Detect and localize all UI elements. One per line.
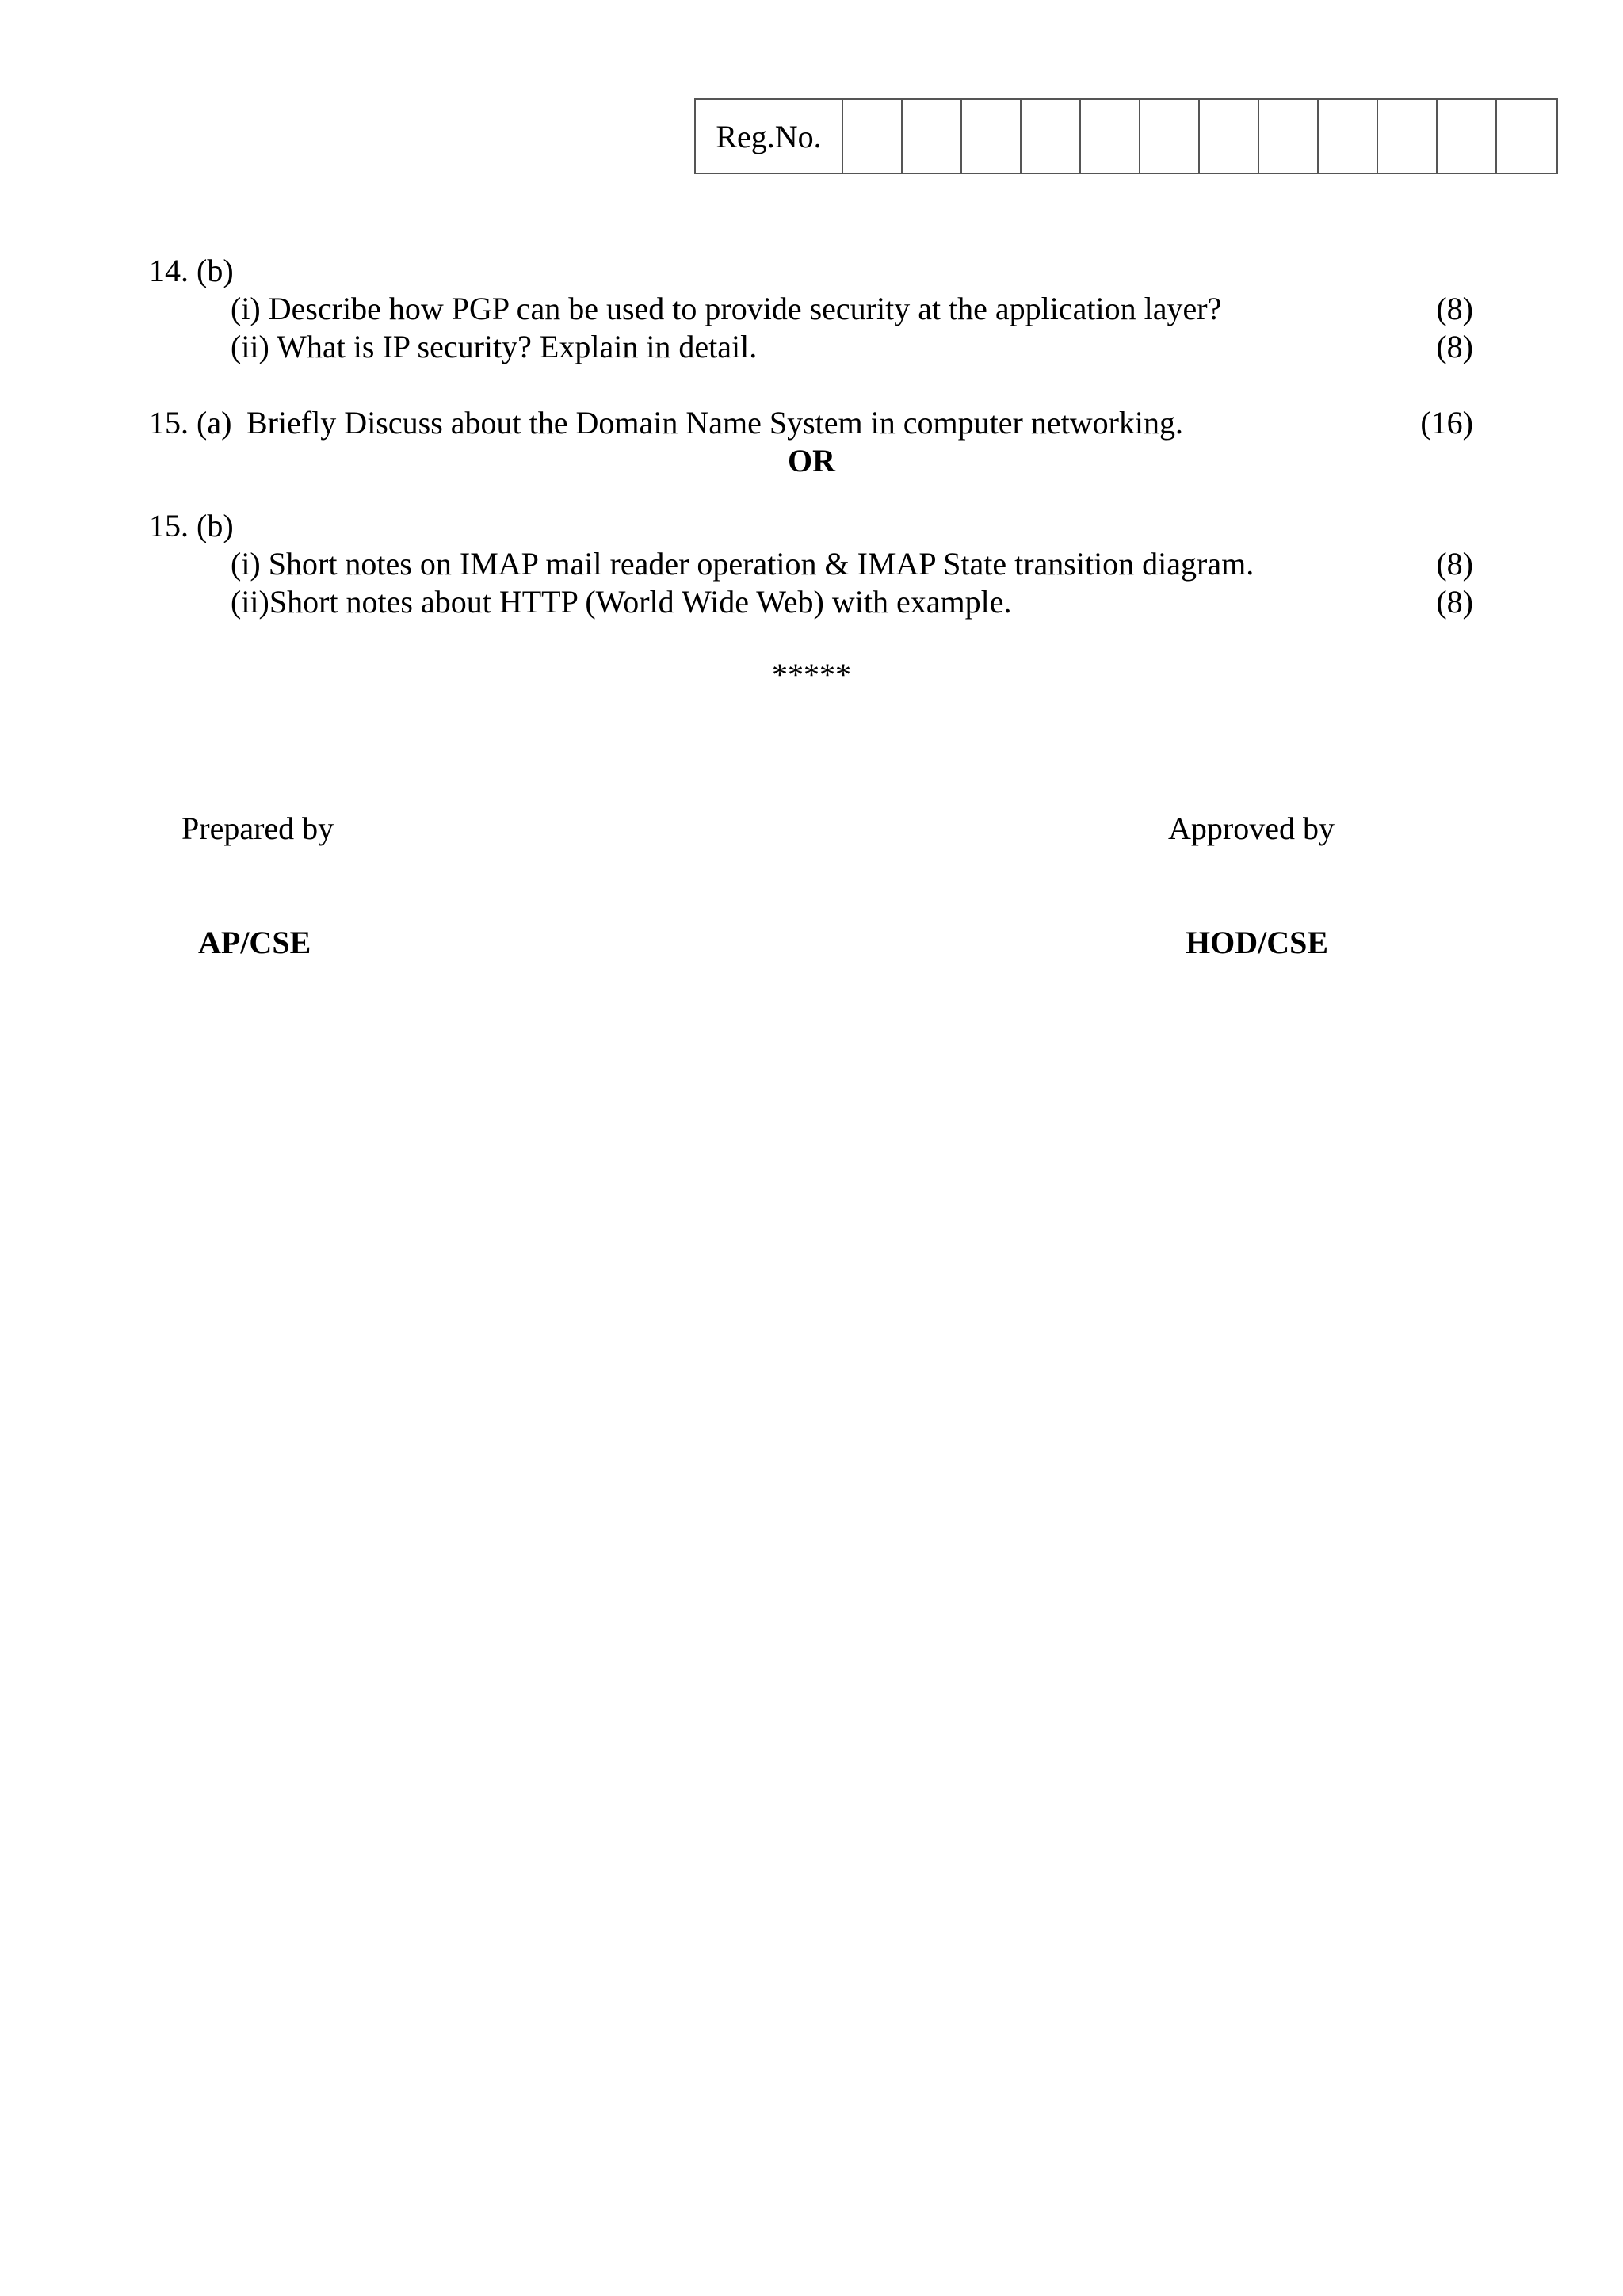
question-15b-number: 15. (b)	[149, 508, 234, 543]
question-15b-part-ii: (ii)Short notes about HTTP (World Wide Web) with example.	[231, 584, 1012, 620]
registration-number-box	[694, 98, 1558, 174]
preparer-role: AP/CSE	[198, 925, 311, 960]
question-15b-part-i-marks: (8)	[1436, 546, 1473, 582]
question-14b-number: 14. (b)	[149, 253, 234, 288]
reg-no-cell[interactable]	[1378, 100, 1438, 173]
reg-no-cell[interactable]	[1140, 100, 1200, 173]
approved-by-label: Approved by	[1168, 810, 1335, 846]
question-15b-part-ii-marks: (8)	[1436, 584, 1473, 620]
question-14b-part-i: (i) Describe how PGP can be used to provide security at the application layer?	[231, 291, 1222, 326]
question-15a-number: 15. (a)	[149, 405, 232, 441]
or-separator: OR	[788, 443, 835, 479]
question-14b-part-i-marks: (8)	[1436, 291, 1473, 326]
approver-role: HOD/CSE	[1186, 925, 1329, 960]
question-15b-part-i: (i) Short notes on IMAP mail reader operation & IMAP State transition diagram.	[231, 546, 1254, 582]
reg-no-cell[interactable]	[903, 100, 962, 173]
question-15a-marks: (16)	[1420, 405, 1473, 441]
reg-no-cell[interactable]	[1200, 100, 1259, 173]
end-of-paper-mark: *****	[772, 657, 851, 692]
reg-no-cell[interactable]	[1319, 100, 1378, 173]
question-15a-text: Briefly Discuss about the Domain Name System in computer networking.	[246, 405, 1184, 441]
reg-no-cell[interactable]	[962, 100, 1022, 173]
reg-no-label: Reg.No.	[696, 100, 843, 173]
reg-no-cell[interactable]	[843, 100, 903, 173]
question-14b-part-ii: (ii) What is IP security? Explain in detail.	[231, 329, 758, 364]
reg-no-cell[interactable]	[1022, 100, 1081, 173]
reg-no-cell[interactable]	[1259, 100, 1319, 173]
reg-no-cell[interactable]	[1081, 100, 1140, 173]
prepared-by-label: Prepared by	[181, 810, 334, 846]
question-14b-part-ii-marks: (8)	[1436, 329, 1473, 364]
reg-no-cell[interactable]	[1497, 100, 1556, 173]
reg-no-cell[interactable]	[1438, 100, 1497, 173]
